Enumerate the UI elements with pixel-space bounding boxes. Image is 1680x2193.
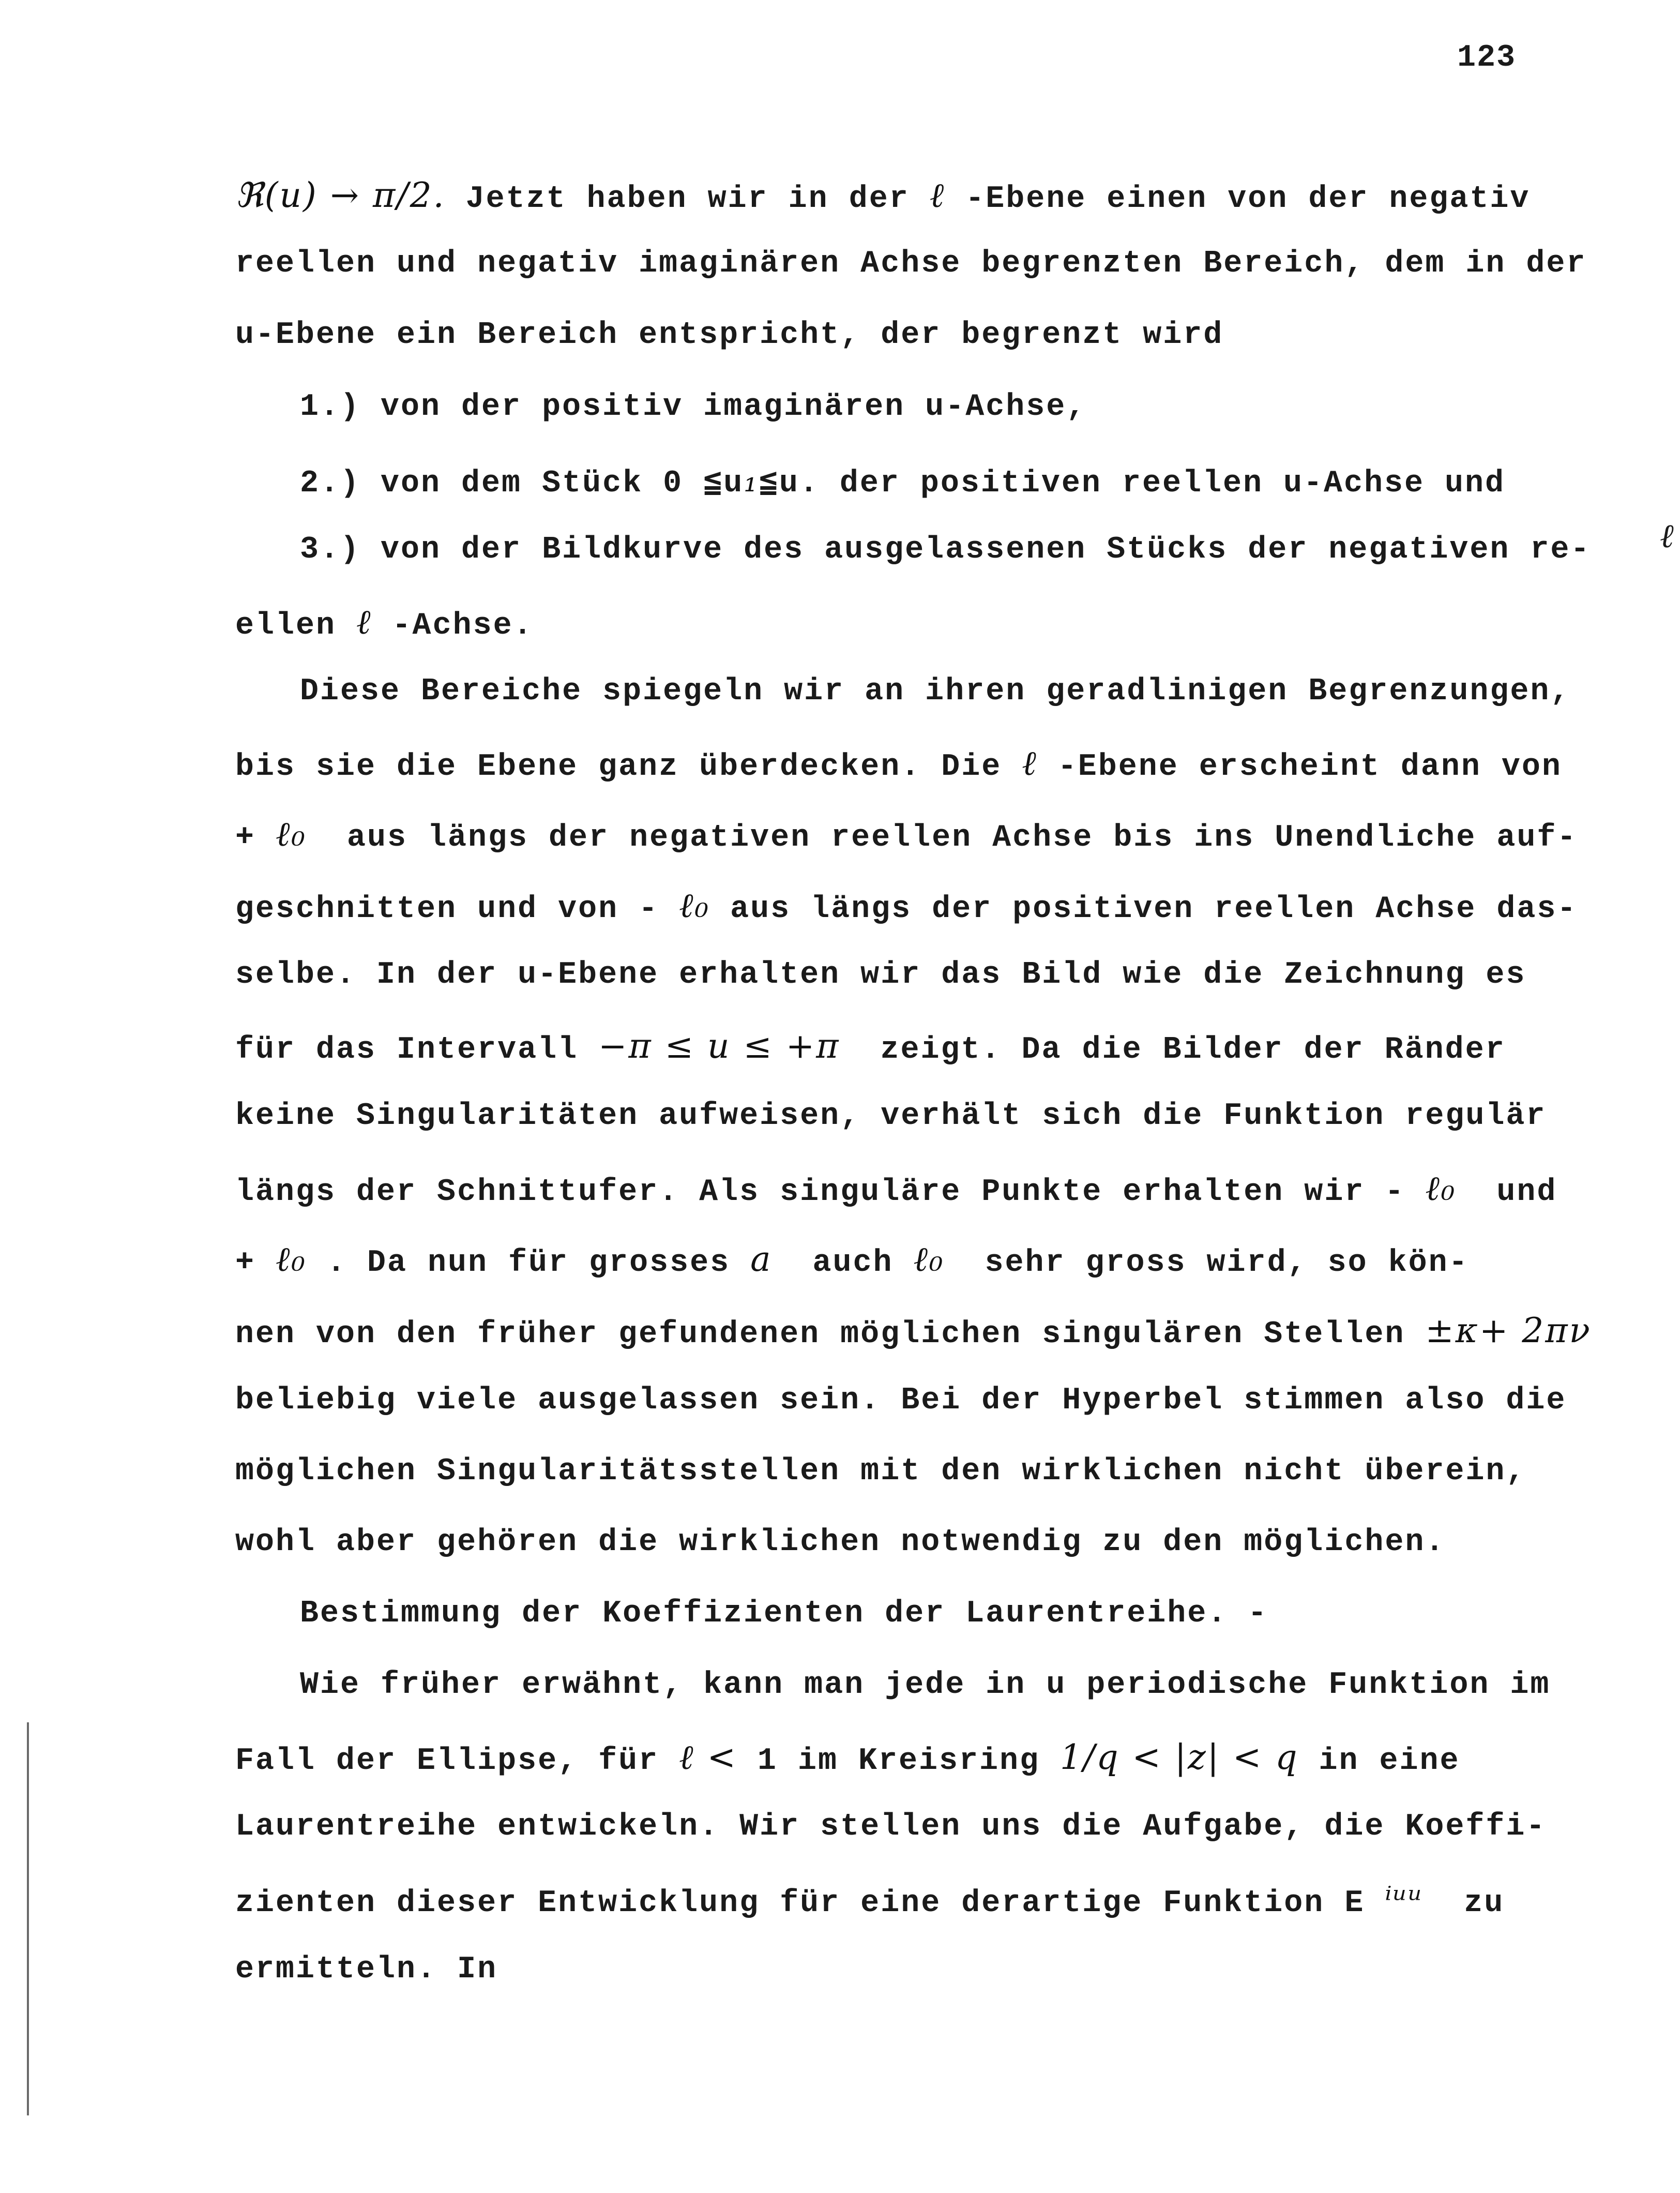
text-line <box>235 1311 1592 1352</box>
typed-text: aus längs der positiven reellen Achse das- <box>710 892 1578 927</box>
typed-text: Fall der Ellipse, für <box>235 1744 679 1779</box>
handwritten-formula: ±κ+ 2πν <box>1425 1311 1592 1350</box>
typed-text: wohl aber gehören die wirklichen notwendig zu den möglichen. <box>235 1525 1446 1560</box>
text-line <box>235 1456 1526 1487</box>
margin-annotation: ℓ <box>1660 517 1674 555</box>
text-line <box>300 1598 1268 1629</box>
typed-text: 2.) von dem Stück 0 ≦u <box>300 466 744 501</box>
binding-edge-line <box>27 1722 29 2115</box>
handwritten-formula: ℓ₀ <box>1425 1168 1457 1208</box>
handwritten-formula: −π ≤ u ≤ +π <box>598 1026 840 1066</box>
typed-text: selbe. In der u-Ebene erhalten wir das Bild wie die Zeichnung es <box>235 957 1526 993</box>
text-line <box>235 1954 497 1985</box>
typed-text: ermitteln. In <box>235 1952 498 1987</box>
handwritten-formula: ℓ <box>929 175 946 215</box>
typed-text: u-Ebene ein Bereich entspricht, der begrenzt wird <box>235 318 1224 353</box>
text-line <box>235 814 1578 855</box>
text-line <box>235 602 534 643</box>
typed-text: beliebig viele ausgelassen sein. Bei der Hyperbel stimmen also die <box>235 1383 1567 1418</box>
typed-text: zeigt. Da die Bilder der Ränder <box>840 1032 1506 1068</box>
typed-text: aus längs der negativen reellen Achse bis ins Unendliche auf- <box>306 820 1578 855</box>
handwritten-formula: 1/q < |z| < q <box>1060 1737 1299 1777</box>
typed-text: ellen <box>235 608 357 643</box>
typed-text: Diese Bereiche spiegeln wir an ihren geradlinigen Begrenzungen, <box>300 674 1571 709</box>
text-line <box>300 389 1087 425</box>
handwritten-formula: ℓ₀ <box>913 1239 945 1279</box>
typed-text: . Da nun für grosses <box>306 1245 751 1281</box>
typed-text: geschnitten und von - <box>235 892 679 927</box>
text-line <box>235 248 1586 279</box>
typed-text: + <box>235 820 276 855</box>
typed-text: -Ebene einen von der negativ <box>945 182 1531 217</box>
handwritten-formula: ⁱᵘᵘ <box>1385 1880 1424 1919</box>
typed-text: zu <box>1424 1886 1505 1921</box>
text-line <box>235 1101 1546 1132</box>
text-line <box>235 1239 1469 1281</box>
typed-text: und <box>1456 1175 1557 1210</box>
typed-text: Wie früher erwähnt, kann man jede in u periodische Funktion im <box>300 1668 1551 1703</box>
page-number: 123 <box>1457 40 1517 76</box>
text-line <box>235 320 1223 351</box>
text-line <box>300 676 1570 707</box>
handwritten-formula: ₁ <box>744 460 759 500</box>
text-line <box>235 1880 1505 1921</box>
handwritten-formula: a <box>750 1239 773 1279</box>
text-line <box>235 175 1531 217</box>
handwritten-formula: ℓ <box>1022 743 1038 783</box>
typed-text: auch <box>772 1245 914 1281</box>
typed-text: möglichen Singularitätsstellen mit den wirklichen nicht überein, <box>235 1454 1526 1489</box>
typed-text: Jetzt haben wir in der <box>445 182 930 217</box>
text-line <box>235 1026 1506 1068</box>
typed-text: 3.) von der Bildkurve des ausgelassenen Stücks der negativen re- <box>300 532 1591 567</box>
typed-text: nen von den früher gefundenen möglichen singulären Stellen <box>235 1317 1426 1352</box>
text-line <box>235 957 1526 993</box>
typed-text: -Ebene erscheint dann von <box>1037 749 1562 785</box>
typed-text: ≦u. der positiven reellen u-Achse und <box>759 466 1506 501</box>
text-line <box>300 534 1591 565</box>
typed-text: Bestimmung der Koeffizienten der Laurentreihe. - <box>300 1596 1268 1631</box>
text-line <box>235 885 1578 927</box>
text-line <box>235 1168 1557 1210</box>
typed-text: längs der Schnittufer. Als singuläre Punkte erhalten wir - <box>235 1175 1426 1210</box>
typed-text: keine Singularitäten aufweisen, verhält sich die Funktion regulär <box>235 1099 1547 1134</box>
text-line <box>300 1670 1550 1701</box>
typed-text: Laurentreihe entwickeln. Wir stellen uns die Aufgabe, die Koeffi- <box>235 1809 1547 1844</box>
typed-text: 1 im Kreisring <box>737 1744 1061 1779</box>
typed-text: für das Intervall <box>235 1032 599 1068</box>
text-line <box>235 1385 1566 1416</box>
handwritten-formula: ℜ(u) → π/2. <box>235 175 446 215</box>
typed-text: zienten dieser Entwicklung für eine derartige Funktion E <box>235 1886 1385 1921</box>
typed-text: -Achse. <box>372 608 534 643</box>
handwritten-formula: ℓ₀ <box>276 814 307 854</box>
handwritten-formula: ℓ < <box>679 1737 737 1777</box>
typed-text: + <box>235 1245 276 1281</box>
text-line <box>235 743 1562 785</box>
typed-text: in eine <box>1298 1744 1460 1779</box>
text-line <box>235 1527 1445 1558</box>
typed-text: bis sie die Ebene ganz überdecken. Die <box>235 749 1022 785</box>
handwritten-formula: ℓ <box>356 602 372 642</box>
handwritten-formula: ℓ₀ <box>679 885 710 925</box>
text-line <box>235 1811 1546 1842</box>
typed-text: sehr gross wird, so kön- <box>944 1245 1469 1281</box>
typed-text: reellen und negativ imaginären Achse begrenzten Bereich, dem in der <box>235 246 1587 281</box>
handwritten-formula: ℓ₀ <box>276 1239 307 1279</box>
typed-text: 1.) von der positiv imaginären u-Achse, <box>300 389 1087 425</box>
text-line <box>300 460 1506 501</box>
text-line <box>235 1737 1460 1779</box>
